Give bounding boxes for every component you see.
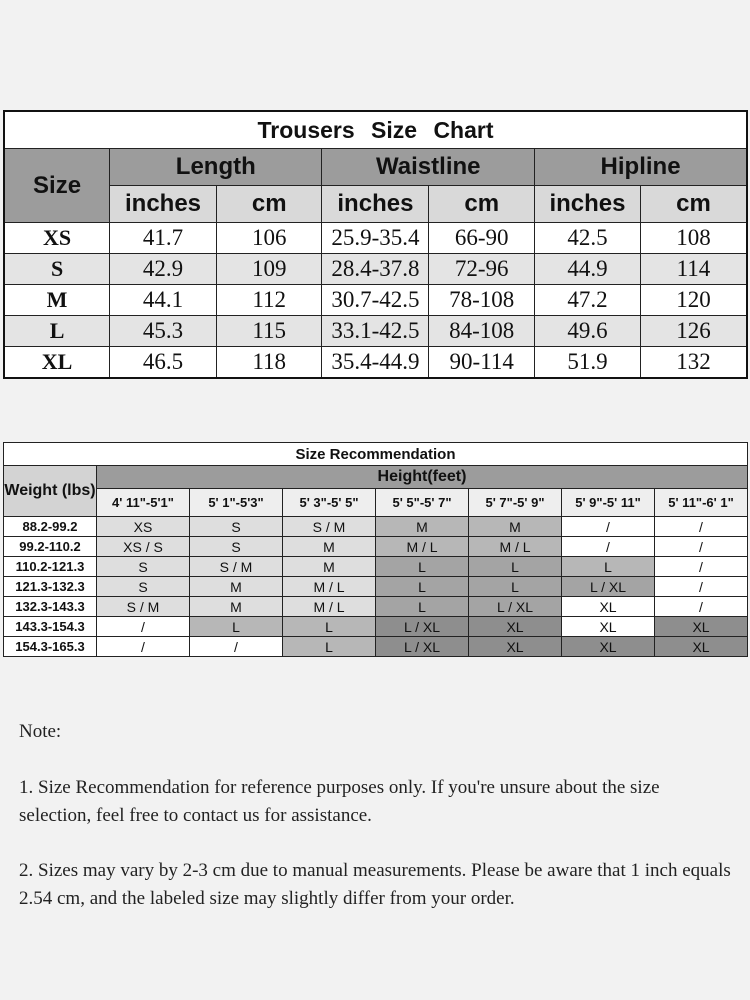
recommended-size: L xyxy=(562,557,655,577)
recommended-size: / xyxy=(655,577,748,597)
size-recommendation-table xyxy=(3,442,748,657)
recommendation-row xyxy=(4,557,748,577)
recommended-size: S xyxy=(190,517,283,537)
size-value: 51.9 xyxy=(535,347,641,379)
weight-range: 99.2-110.2 xyxy=(4,537,97,557)
size-value: 41.7 xyxy=(110,223,217,254)
unit-header: inches xyxy=(322,186,429,223)
size-value: 45.3 xyxy=(110,316,217,347)
recommended-size: / xyxy=(655,597,748,617)
recommended-size: XS / S xyxy=(97,537,190,557)
size-label: XS xyxy=(4,223,110,254)
recommendation-row xyxy=(4,577,748,597)
height-range-header: 5' 5"-5' 7" xyxy=(376,489,469,517)
size-row xyxy=(4,254,747,285)
size-row xyxy=(4,347,747,379)
size-label: M xyxy=(4,285,110,316)
unit-header: inches xyxy=(535,186,641,223)
recommendation-row xyxy=(4,517,748,537)
size-value: 33.1-42.5 xyxy=(322,316,429,347)
recommended-size: S xyxy=(190,537,283,557)
size-value: 108 xyxy=(640,223,747,254)
recommended-size: L xyxy=(469,557,562,577)
size-column-header: Size xyxy=(4,149,110,223)
recommended-size: XL xyxy=(562,617,655,637)
recommended-size: S xyxy=(97,557,190,577)
size-row xyxy=(4,285,747,316)
recommended-size: / xyxy=(655,537,748,557)
weight-range: 110.2-121.3 xyxy=(4,557,97,577)
recommended-size: M xyxy=(283,557,376,577)
recommended-size: XL xyxy=(469,637,562,657)
size-chart-table xyxy=(3,110,748,379)
recommended-size: M xyxy=(376,517,469,537)
recommendation-title: Size Recommendation xyxy=(4,443,748,466)
size-value: 72-96 xyxy=(429,254,535,285)
size-value: 47.2 xyxy=(535,285,641,316)
weight-range: 88.2-99.2 xyxy=(4,517,97,537)
note-item-2: 2. Sizes may vary by 2-3 cm due to manual measurements. Please be aware that 1 inch equals 2.54 cm, and the labeled size may slightly differ from your order. xyxy=(19,860,731,909)
size-value: 44.9 xyxy=(535,254,641,285)
recommended-size: L / XL xyxy=(376,617,469,637)
size-value: 126 xyxy=(640,316,747,347)
length-header: Length xyxy=(110,149,322,186)
recommended-size: XL xyxy=(469,617,562,637)
recommended-size: M xyxy=(283,537,376,557)
size-value: 30.7-42.5 xyxy=(322,285,429,316)
size-value: 115 xyxy=(216,316,322,347)
recommended-size: S / M xyxy=(190,557,283,577)
recommended-size: M / L xyxy=(283,597,376,617)
size-value: 132 xyxy=(640,347,747,379)
size-value: 46.5 xyxy=(110,347,217,379)
recommended-size: XL xyxy=(655,617,748,637)
weight-range: 132.3-143.3 xyxy=(4,597,97,617)
recommended-size: / xyxy=(97,637,190,657)
size-value: 28.4-37.8 xyxy=(322,254,429,285)
recommendation-body xyxy=(4,517,748,657)
weight-range: 121.3-132.3 xyxy=(4,577,97,597)
recommended-size: / xyxy=(97,617,190,637)
recommended-size: M / L xyxy=(469,537,562,557)
size-value: 118 xyxy=(216,347,322,379)
height-range-header: 4' 11"-5'1" xyxy=(97,489,190,517)
recommended-size: L / XL xyxy=(376,637,469,657)
height-range-header: 5' 1"-5'3" xyxy=(190,489,283,517)
height-range-header: 5' 11"-6' 1" xyxy=(655,489,748,517)
recommended-size: L / XL xyxy=(469,597,562,617)
size-value: 42.9 xyxy=(110,254,217,285)
waistline-header: Waistline xyxy=(322,149,535,186)
recommendation-row xyxy=(4,617,748,637)
size-value: 84-108 xyxy=(429,316,535,347)
size-value: 44.1 xyxy=(110,285,217,316)
size-value: 114 xyxy=(640,254,747,285)
size-value: 112 xyxy=(216,285,322,316)
recommended-size: XL xyxy=(562,597,655,617)
height-header: Height(feet) xyxy=(97,466,748,489)
recommended-size: L xyxy=(376,577,469,597)
unit-header: cm xyxy=(216,186,322,223)
recommended-size: L xyxy=(376,597,469,617)
size-value: 90-114 xyxy=(429,347,535,379)
recommended-size: / xyxy=(562,517,655,537)
recommended-size: M xyxy=(469,517,562,537)
recommended-size: / xyxy=(562,537,655,557)
recommended-size: S / M xyxy=(97,597,190,617)
height-range-header: 5' 9"-5' 11" xyxy=(562,489,655,517)
size-label: S xyxy=(4,254,110,285)
note-heading: Note: xyxy=(19,721,62,742)
height-range-header: 5' 3"-5' 5" xyxy=(283,489,376,517)
size-value: 35.4-44.9 xyxy=(322,347,429,379)
recommended-size: L xyxy=(376,557,469,577)
recommended-size: M / L xyxy=(376,537,469,557)
recommended-size: / xyxy=(655,557,748,577)
size-chart-body xyxy=(4,223,747,379)
size-value: 109 xyxy=(216,254,322,285)
weight-header: Weight (lbs) xyxy=(4,466,97,517)
recommended-size: L / XL xyxy=(562,577,655,597)
size-chart-title: Trousers Size Chart xyxy=(4,111,747,149)
unit-header: inches xyxy=(110,186,217,223)
height-range-header: 5' 7"-5' 9" xyxy=(469,489,562,517)
recommended-size: / xyxy=(655,517,748,537)
recommended-size: / xyxy=(190,637,283,657)
size-value: 42.5 xyxy=(535,223,641,254)
recommended-size: L xyxy=(469,577,562,597)
size-value: 106 xyxy=(216,223,322,254)
unit-header: cm xyxy=(640,186,747,223)
size-value: 78-108 xyxy=(429,285,535,316)
weight-range: 154.3-165.3 xyxy=(4,637,97,657)
recommended-size: L xyxy=(190,617,283,637)
recommended-size: XL xyxy=(655,637,748,657)
size-value: 120 xyxy=(640,285,747,316)
size-row xyxy=(4,316,747,347)
recommended-size: M / L xyxy=(283,577,376,597)
recommendation-row xyxy=(4,597,748,617)
weight-range: 143.3-154.3 xyxy=(4,617,97,637)
recommended-size: S xyxy=(97,577,190,597)
recommended-size: L xyxy=(283,617,376,637)
recommended-size: S / M xyxy=(283,517,376,537)
size-label: XL xyxy=(4,347,110,379)
recommendation-row xyxy=(4,637,748,657)
size-value: 66-90 xyxy=(429,223,535,254)
height-range-row xyxy=(4,489,748,517)
recommended-size: XS xyxy=(97,517,190,537)
size-value: 49.6 xyxy=(535,316,641,347)
recommended-size: L xyxy=(283,637,376,657)
size-row xyxy=(4,223,747,254)
recommended-size: M xyxy=(190,577,283,597)
recommendation-row xyxy=(4,537,748,557)
recommended-size: M xyxy=(190,597,283,617)
size-label: L xyxy=(4,316,110,347)
recommended-size: XL xyxy=(562,637,655,657)
size-value: 25.9-35.4 xyxy=(322,223,429,254)
unit-header: cm xyxy=(429,186,535,223)
hipline-header: Hipline xyxy=(535,149,747,186)
note-item-1: 1. Size Recommendation for reference purposes only. If you're unsure about the size selection, feel free to contact us for assistance. xyxy=(19,777,660,826)
